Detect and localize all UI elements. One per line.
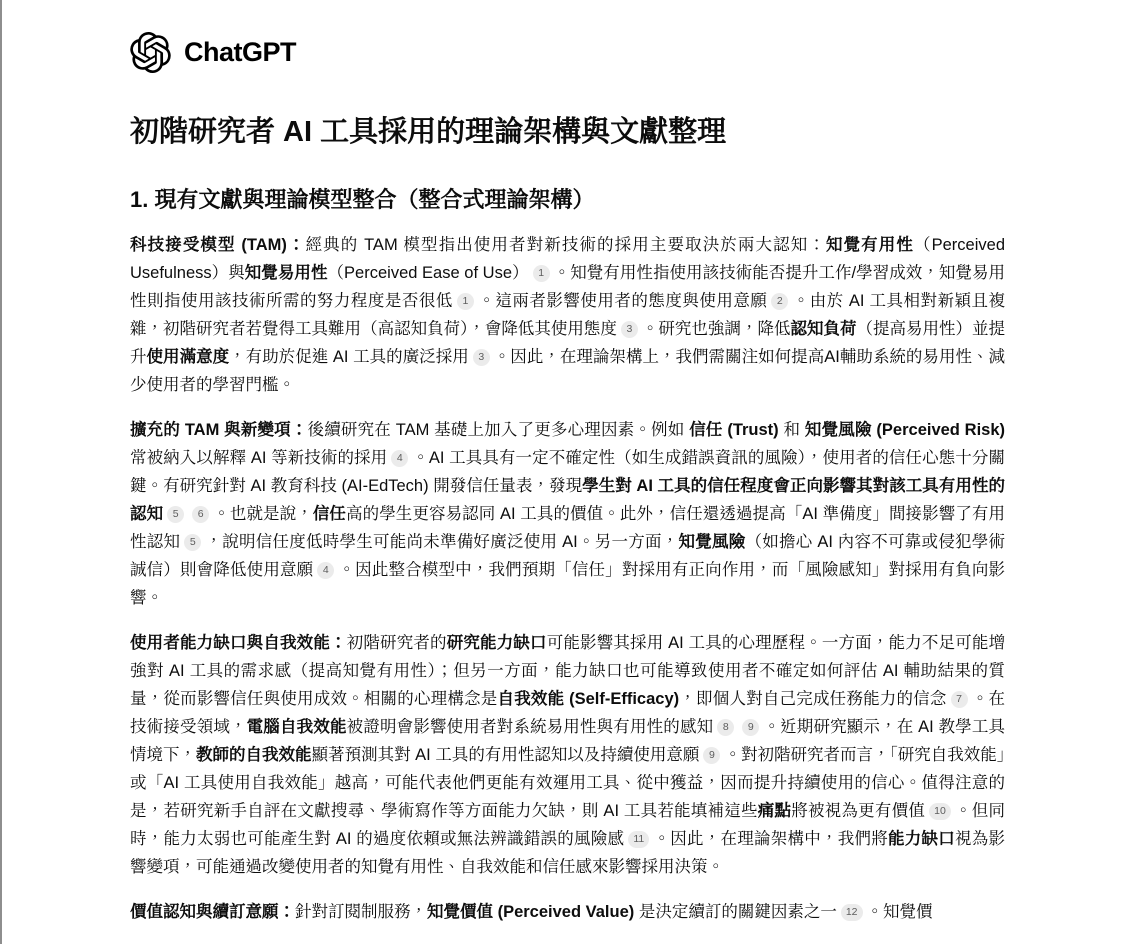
bold-text-run: 知覺風險 (Perceived Risk) [804, 420, 1006, 439]
paragraph-2 [130, 416, 1005, 612]
text-run: 將被視為更有價值 [791, 801, 926, 820]
citation-badge[interactable]: 6 [192, 506, 209, 523]
bold-text-run: 能力缺口 [888, 829, 956, 848]
citation-badge[interactable]: 11 [628, 831, 649, 848]
text-run: 。也就是說， [213, 504, 313, 523]
citation-badge[interactable]: 9 [742, 719, 759, 736]
bold-text-run: 研究能力缺口 [446, 633, 547, 652]
bold-text-run: 學生對 AI 工具的信任程度會正向影響其對該工具有用性的認知 [130, 476, 1005, 523]
citation-badge[interactable]: 9 [703, 747, 720, 764]
citation-badge[interactable]: 1 [533, 265, 550, 282]
citation-badge[interactable]: 1 [457, 293, 474, 310]
text-run: 。在技術接受領域， [130, 689, 1006, 736]
text-run: 。對初階研究者而言，「研究自我效能」或「AI 工具使用自我效能」越高，可能代表他們更能有效運用工具、從中獲益，因而提升持續使用的信心。值得注意的是，若研究新手自評在文獻搜尋、學術寫作等方面能力欠缺，則 AI 工具若能填補這些 [130, 745, 1006, 820]
text-run: ，有助於促進 AI 工具的廣泛採用 [229, 347, 469, 366]
text-run: 顯著預測其對 AI 工具的有用性認知以及持續使用意願 [311, 745, 700, 764]
text-run: 。研究也強調，降低 [641, 319, 791, 338]
text-run: 初階研究者的 [346, 633, 447, 652]
paragraph-4 [130, 898, 1005, 926]
article-title: 初階研究者 AI 工具採用的理論架構與文獻整理 [130, 116, 727, 148]
text-run: ，說明信任度低時學生可能尚未準備好廣泛使用 AI。另一方面， [205, 532, 679, 551]
bold-text-run: 教師的自我效能 [196, 745, 312, 764]
citation-badge[interactable]: 2 [771, 293, 788, 310]
paragraph-1 [130, 231, 1005, 399]
text-run: （如擔心 AI 內容不可靠或侵犯學術誠信）則會降低使用意願 [130, 532, 1006, 579]
bold-text-run: 知覺價值 (Perceived Value) [427, 902, 635, 921]
text-run: 。近期研究顯示，在 AI 教學工具情境下， [130, 717, 1006, 764]
bold-text-run: 電腦自我效能 [246, 717, 347, 736]
citation-badge[interactable]: 3 [621, 321, 638, 338]
bold-text-run: 知覺易用性 [244, 263, 328, 282]
text-run: 被證明會影響使用者對系統易用性與有用性的感知 [346, 717, 714, 736]
bold-text-run: 知覺風險 [678, 532, 746, 551]
bold-text-run: 信任 (Trust) [689, 420, 779, 439]
text-run: 。知覺價 [866, 902, 933, 921]
text-run: 高的學生更容易認同 AI 工具的價值。此外，信任還透過提高「AI 準備度」間接影響了有用性認知 [130, 504, 1006, 551]
text-run: 是決定續訂的關鍵因素之一 [634, 902, 837, 921]
window-left-edge [0, 0, 2, 944]
text-run: 。因此，在理論架構中，我們將 [653, 829, 888, 848]
text-run: ，即個人對自己完成任務能力的信念 [679, 689, 947, 708]
bold-text-run: 擴充的 TAM 與新變項： [130, 420, 308, 439]
text-run: 。因此整合模型中，我們預期「信任」對採用有正向作用，而「風險感知」對採用有負向影響。 [130, 560, 1006, 607]
text-run: 。這兩者影響使用者的態度與使用意願 [477, 291, 768, 310]
text-run: 經典的 TAM 模型指出使用者對新技術的採用主要取決於兩大認知： [305, 235, 826, 254]
text-run: 視為影響變項，可能通過改變使用者的知覺有用性、自我效能和信任感來影響採用決策。 [130, 829, 1006, 876]
paragraph-3 [130, 629, 1005, 881]
bold-text-run: 信任 [312, 504, 347, 523]
text-run: 。由於 AI 工具相對新穎且複雜，初階研究者若覺得工具難用（高認知負荷），會降低其使用態度 [130, 291, 1006, 338]
citation-badge[interactable]: 7 [951, 691, 968, 708]
bold-text-run: 使用者能力缺口與自我效能： [130, 633, 347, 652]
bold-text-run: 價值認知與續訂意願： [130, 902, 295, 921]
text-run: 後續研究在 TAM 基礎上加入了更多心理因素。例如 [307, 420, 690, 439]
citation-badge[interactable]: 4 [391, 450, 408, 467]
text-run: （Perceived Usefulness）與 [130, 235, 1005, 282]
citation-badge[interactable]: 8 [717, 719, 734, 736]
bold-text-run: 自我效能 (Self-Efficacy) [497, 689, 680, 708]
openai-logo-icon [130, 32, 171, 73]
text-run: （提高易用性）並提升 [130, 319, 1006, 366]
article-body [130, 231, 1005, 926]
text-run: 可能影響其採用 AI 工具的心理歷程。一方面，能力不足可能增強對 AI 工具的需求感（提高知覺有用性）；但另一方面，能力缺口也可能導致使用者不確定如何評估 AI 輔助結果的質量，從而影響信任與使用成效。相關的心理構念是 [130, 633, 1006, 708]
text-run: 和 [778, 420, 805, 439]
text-run: 針對訂閱制服務， [295, 902, 427, 921]
citation-badge[interactable]: 3 [473, 349, 490, 366]
chatgpt-logo [130, 32, 1005, 73]
text-run: 。但同時，能力太弱也可能產生對 AI 的過度依賴或無法辨識錯誤的風險感 [130, 801, 1006, 848]
bold-text-run: 痛點 [757, 801, 792, 820]
text-run: 。AI 工具具有一定不確定性（如生成錯誤資訊的風險），使用者的信任心態十分關鍵。有研究針對 AI 教育科技 (AI-EdTech) 開發信任量表，發現 [130, 448, 1005, 495]
bold-text-run: 知覺有用性 [825, 235, 915, 254]
text-run: （Perceived Ease of Use） [327, 263, 529, 282]
text-run: 。知覺有用性指使用該技術能否提升工作/學習成效，知覺易用性則指使用該技術所需的努力程度是否很低 [130, 263, 1006, 310]
logo-wordmark: ChatGPT [184, 37, 297, 67]
text-run: 。因此，在理論架構上，我們需關注如何提高AI輔助系統的易用性、減少使用者的學習門檻。 [130, 347, 1006, 394]
text-run: 常被納入以解釋 AI 等新技術的採用 [130, 448, 388, 467]
bold-text-run: 認知負荷 [790, 319, 857, 338]
bold-text-run: 使用滿意度 [146, 347, 230, 366]
citation-badge[interactable]: 12 [841, 904, 863, 921]
section-heading: 1. 現有文獻與理論模型整合（整合式理論架構） [130, 187, 595, 213]
citation-badge[interactable]: 10 [929, 803, 951, 820]
citation-badge[interactable]: 4 [317, 562, 334, 579]
bold-text-run: 科技接受模型 (TAM)： [130, 235, 306, 254]
citation-badge[interactable]: 5 [184, 534, 201, 551]
citation-badge[interactable]: 5 [167, 506, 184, 523]
